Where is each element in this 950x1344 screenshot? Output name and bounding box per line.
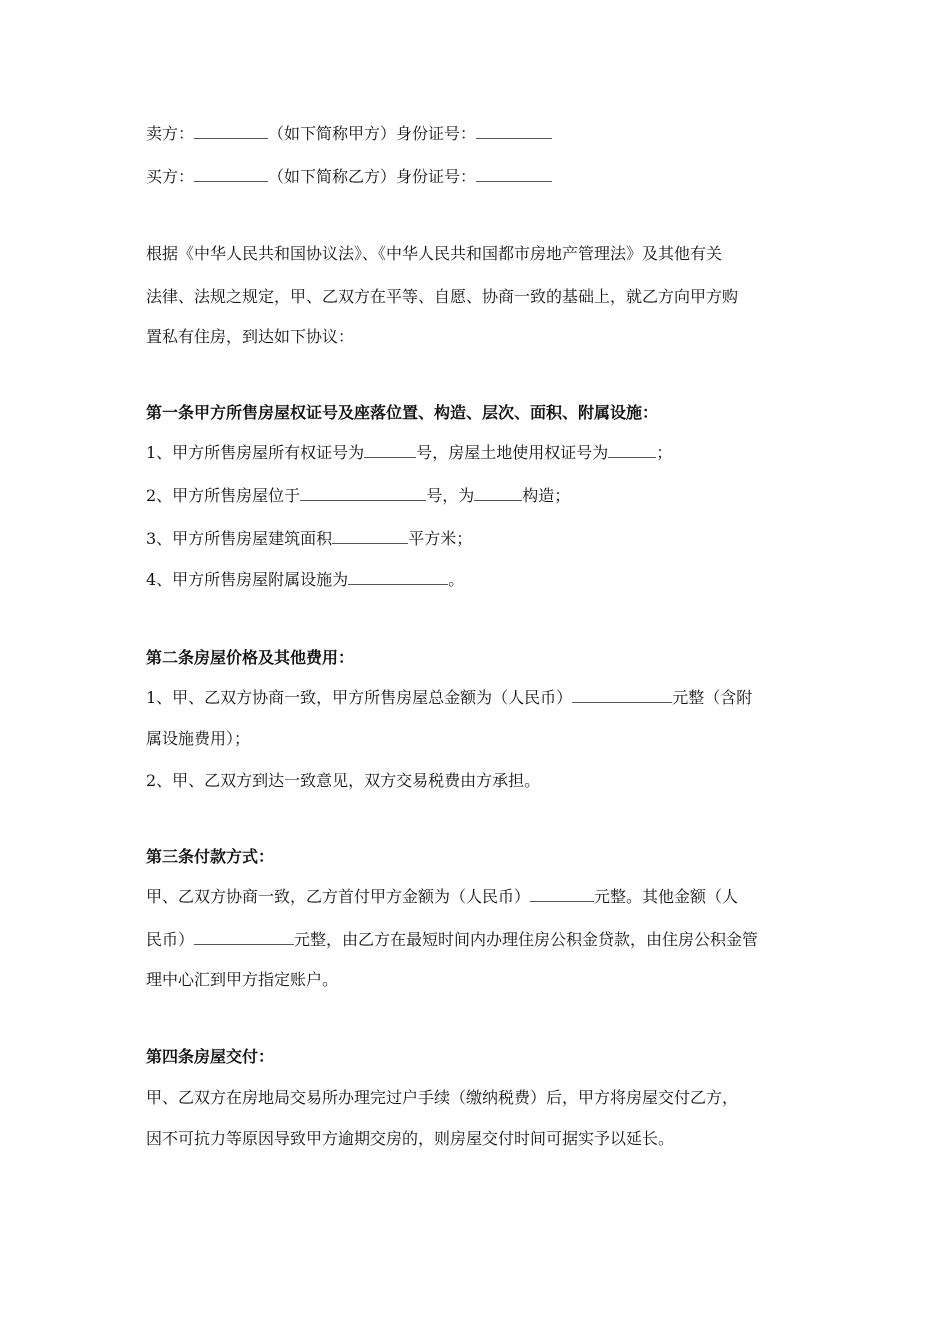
structure-blank	[474, 486, 522, 501]
article-2-item-2: 2、甲、乙双方到达一致意见，双方交易税费由方承担。	[146, 771, 541, 790]
item-text: 2、甲方所售房屋位于	[146, 486, 301, 505]
article-3-title: 第三条付款方式：	[146, 847, 275, 866]
seller-id-blank	[476, 124, 552, 139]
facilities-blank	[348, 570, 448, 585]
item-text: 3、甲方所售房屋建筑面积	[146, 529, 333, 548]
item-text: 元整。其他金额（人	[594, 887, 739, 906]
seller-label: 卖方：	[146, 124, 195, 143]
item-text: ；	[656, 443, 673, 462]
total-amount-blank	[572, 688, 672, 703]
seller-name-blank	[194, 124, 268, 139]
item-text: 号，房屋土地使用权证号为	[416, 443, 609, 462]
item-text: 元整，由乙方在最短时间内办理住房公积金贷款，由住房公积金管	[294, 930, 759, 949]
article-1-item-1	[146, 443, 672, 463]
location-blank	[300, 486, 426, 501]
item-text: 元整（含附	[672, 688, 753, 707]
article-4-line-2: 因不可抗力等原因导致甲方逾期交房的，则房屋交付时间可据实予以延长。	[146, 1129, 675, 1148]
article-2-title: 第二条房屋价格及其他费用：	[146, 648, 355, 667]
article-1-title: 第一条甲方所售房屋权证号及座落位置、构造、层次、面积、附属设施：	[146, 403, 659, 422]
buyer-id-blank	[476, 167, 552, 182]
article-2-item-1	[146, 688, 752, 708]
article-4-line-1: 甲、乙双方在房地局交易所办理完过户手续（缴纳税费）后，甲方将房屋交付乙方，	[146, 1088, 739, 1107]
intro-line-1: 根据《中华人民共和国协议法》、《中华人民共和国都市房地产管理法》及其他有关	[146, 244, 723, 263]
ownership-cert-blank	[364, 443, 416, 458]
item-text: 构造；	[522, 486, 571, 505]
land-cert-blank	[608, 443, 656, 458]
article-1-item-2	[146, 486, 570, 506]
article-4-title: 第四条房屋交付：	[146, 1047, 275, 1066]
article-2-item-1-cont: 属设施费用）；	[146, 729, 251, 748]
item-text: 号，为	[426, 486, 475, 505]
other-amount-blank	[194, 930, 294, 945]
item-text: 民币）	[146, 930, 195, 949]
buyer-name-blank	[194, 167, 268, 182]
item-text: 。	[448, 570, 465, 589]
article-3-line-2	[146, 930, 758, 950]
buyer-line	[146, 167, 552, 187]
item-text: 1、甲、乙双方协商一致，甲方所售房屋总金额为（人民币）	[146, 688, 573, 707]
item-text: 平方米；	[408, 529, 473, 548]
intro-line-3: 置私有住房，到达如下协议：	[146, 327, 355, 346]
article-1-item-4	[146, 570, 464, 590]
seller-line	[146, 124, 552, 144]
seller-alias: （如下简称甲方）身份证号：	[268, 124, 477, 143]
area-blank	[332, 529, 408, 544]
buyer-alias: （如下简称乙方）身份证号：	[268, 167, 477, 186]
article-3-line-3: 理中心汇到甲方指定账户。	[146, 970, 339, 989]
buyer-label: 买方：	[146, 167, 195, 186]
item-text: 甲、乙双方协商一致，乙方首付甲方金额为（人民币）	[146, 887, 531, 906]
intro-line-2: 法律、法规之规定，甲、乙双方在平等、自愿、协商一致的基础上，就乙方向甲方购	[146, 287, 739, 306]
article-3-line-1	[146, 887, 738, 907]
item-text: 1、甲方所售房屋所有权证号为	[146, 443, 365, 462]
article-1-item-3	[146, 529, 472, 549]
down-payment-blank	[530, 887, 594, 902]
item-text: 4、甲方所售房屋附属设施为	[146, 570, 349, 589]
